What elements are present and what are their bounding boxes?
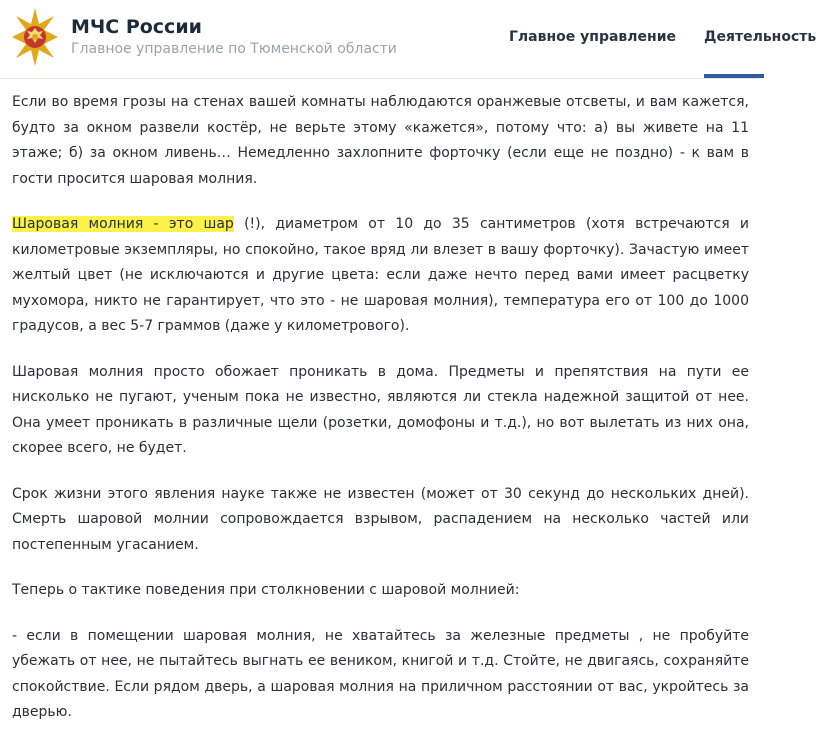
- main-nav: [0, 0, 816, 78]
- article-paragraph-3: Шаровая молния просто обожает проникать в дома. Предметы и препятствия на пути ее нисколько не пугают, ученым пока не известно, являются ли стекла надежной защитой от нее. Она умеет проникать в различные щели (розетки, домофоны и т.д.), но вот вылетать из них она, скорее всего, не будет.: [12, 363, 749, 456]
- article-paragraph-6: - если в помещении шаровая молния, не хватайтесь за железные предметы , не пробуйте убежать от нее, не пытайтесь выгнать ее веником, книгой и т.д. Стойте, не двигаясь, сохраняйте спокойствие. Если рядом дверь, а шаровая молния на приличном расстоянии от вас, укройтесь за дверью.: [12, 627, 749, 720]
- nav-item-activity[interactable]: Деятельность: [704, 29, 816, 45]
- site-header: [0, 0, 816, 79]
- site-title[interactable]: МЧС России: [71, 16, 202, 38]
- nav-active-indicator: [704, 74, 764, 78]
- article-paragraph-4: Срок жизни этого явления науке также не известен (может от 30 секунд до нескольких дней). Смерть шаровой молнии сопровождается взрывом, распадением на несколько частей или постепенным угасанием.: [12, 485, 749, 553]
- nav-item-main-directorate[interactable]: Главное управление: [509, 29, 676, 45]
- article-paragraph-1: Если во время грозы на стенах вашей комнаты наблюдаются оранжевые отсветы, и вам кажется, будто за окном развели костёр, не верьте этому «кажется», потому что: а) вы живете на 11 этаже; б) за окном ливень… Немедленно захлопните форточку (если еще не поздно) - к вам в гости просится шаровая молния.: [12, 94, 749, 187]
- article-body: [12, 90, 749, 746]
- site-subtitle: Главное управление по Тюменской области: [71, 41, 397, 57]
- article-paragraph-5: Теперь о тактике поведения при столкновении с шаровой молнией:: [12, 582, 520, 598]
- highlighted-phrase: Шаровая молния - это шар: [12, 216, 234, 232]
- article-paragraph-2-text: (!), диаметром от 10 до 35 сантиметров (хотя встречаются и километровые экземпляры, но спокойно, такое вряд ли влезет в вашу форточку). Зачастую имеет желтый цвет (не исключаются и другие цвета: если даже нечто перед вами имеет расцветку мухомора, никто не гарантирует, что это - не шаровая молния), температура его от 100 до 1000 градусов, а вес 5-7 граммов (даже у километрового).: [12, 216, 749, 334]
- article-paragraph-2: [12, 212, 749, 340]
